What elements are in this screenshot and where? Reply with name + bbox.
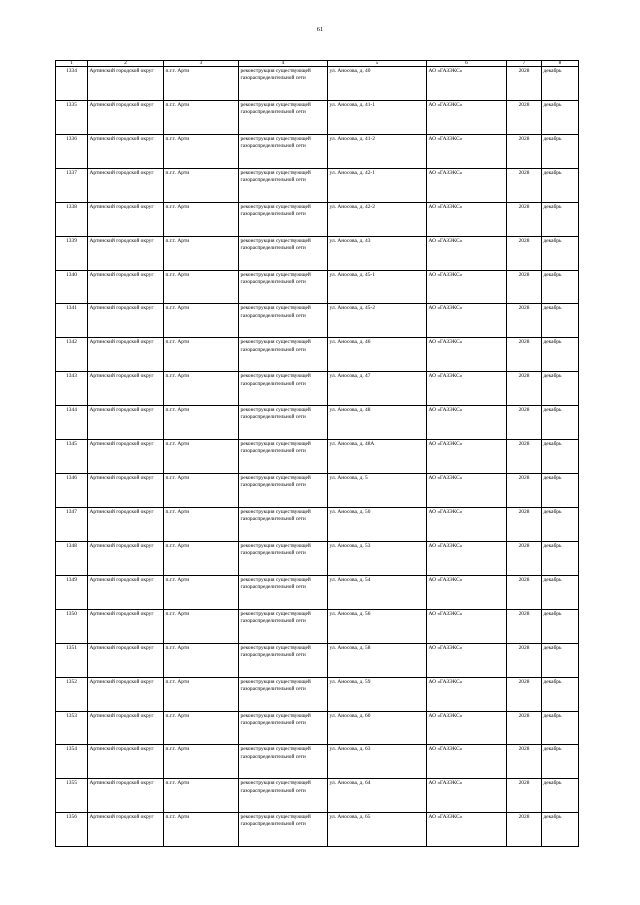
year-cell: 2028 (507, 270, 542, 304)
year-cell: 2028 (507, 134, 542, 168)
row-number-cell: 1342 (56, 338, 88, 372)
locality-cell: п.г.т. Арти (164, 677, 239, 711)
month-cell: декабрь (542, 134, 579, 168)
locality-cell: п.г.т. Арти (164, 372, 239, 406)
organization-cell: АО «ГАЗЭКС» (427, 677, 507, 711)
row-number-cell: 1352 (56, 677, 88, 711)
row-number-cell: 1349 (56, 575, 88, 609)
work-type-cell: реконструкция существующей газораспределительной сети (239, 67, 328, 101)
address-cell: ул. Аносова, д. 65 (328, 813, 427, 847)
organization-cell: АО «ГАЗЭКС» (427, 575, 507, 609)
locality-cell: п.г.т. Арти (164, 507, 239, 541)
address-cell: ул. Аносова, д. 59 (328, 677, 427, 711)
column-number-header: 4 (239, 61, 328, 67)
locality-cell: п.г.т. Арти (164, 745, 239, 779)
year-cell: 2028 (507, 575, 542, 609)
organization-cell: АО «ГАЗЭКС» (427, 507, 507, 541)
work-type-cell: реконструкция существующей газораспределительной сети (239, 541, 328, 575)
column-number-header: 3 (164, 61, 239, 67)
organization-cell: АО «ГАЗЭКС» (427, 474, 507, 508)
address-cell: ул. Аносова, д. 46 (328, 338, 427, 372)
district-cell: Артинский городской округ (88, 168, 164, 202)
locality-cell: п.г.т. Арти (164, 643, 239, 677)
month-cell: декабрь (542, 609, 579, 643)
locality-cell: п.г.т. Арти (164, 609, 239, 643)
address-cell: ул. Аносова, д. 64 (328, 779, 427, 813)
row-number-cell: 1339 (56, 236, 88, 270)
work-type-cell: реконструкция существующей газораспределительной сети (239, 202, 328, 236)
table-row (56, 338, 579, 372)
table-row (56, 643, 579, 677)
district-cell: Артинский городской округ (88, 202, 164, 236)
year-cell: 2028 (507, 236, 542, 270)
district-cell: Артинский городской округ (88, 745, 164, 779)
row-number-cell: 1337 (56, 168, 88, 202)
organization-cell: АО «ГАЗЭКС» (427, 711, 507, 745)
organization-cell: АО «ГАЗЭКС» (427, 100, 507, 134)
locality-cell: п.г.т. Арти (164, 575, 239, 609)
locality-cell: п.г.т. Арти (164, 100, 239, 134)
row-number-cell: 1347 (56, 507, 88, 541)
month-cell: декабрь (542, 575, 579, 609)
column-number-header: 5 (328, 61, 427, 67)
row-number-cell: 1336 (56, 134, 88, 168)
organization-cell: АО «ГАЗЭКС» (427, 779, 507, 813)
locality-cell: п.г.т. Арти (164, 541, 239, 575)
table-row (56, 202, 579, 236)
work-type-cell: реконструкция существующей газораспределительной сети (239, 507, 328, 541)
district-cell: Артинский городской округ (88, 270, 164, 304)
work-type-cell: реконструкция существующей газораспределительной сети (239, 372, 328, 406)
locality-cell: п.г.т. Арти (164, 236, 239, 270)
address-cell: ул. Аносова, д. 43 (328, 236, 427, 270)
address-cell: ул. Аносова, д. 63 (328, 745, 427, 779)
month-cell: декабрь (542, 541, 579, 575)
work-type-cell: реконструкция существующей газораспределительной сети (239, 711, 328, 745)
table-row (56, 711, 579, 745)
address-cell: ул. Аносова, д. 45-1 (328, 270, 427, 304)
row-number-cell: 1353 (56, 711, 88, 745)
row-number-cell: 1335 (56, 100, 88, 134)
district-cell: Артинский городской округ (88, 304, 164, 338)
table-row (56, 575, 579, 609)
organization-cell: АО «ГАЗЭКС» (427, 338, 507, 372)
month-cell: декабрь (542, 813, 579, 847)
district-cell: Артинский городской округ (88, 440, 164, 474)
month-cell: декабрь (542, 440, 579, 474)
row-number-cell: 1344 (56, 406, 88, 440)
locality-cell: п.г.т. Арти (164, 474, 239, 508)
district-cell: Артинский городской округ (88, 406, 164, 440)
district-cell: Артинский городской округ (88, 236, 164, 270)
organization-cell: АО «ГАЗЭКС» (427, 440, 507, 474)
work-type-cell: реконструкция существующей газораспределительной сети (239, 134, 328, 168)
address-cell: ул. Аносова, д. 53 (328, 541, 427, 575)
year-cell: 2028 (507, 372, 542, 406)
year-cell: 2028 (507, 202, 542, 236)
table-row (56, 100, 579, 134)
district-cell: Артинский городской округ (88, 474, 164, 508)
work-type-cell: реконструкция существующей газораспределительной сети (239, 779, 328, 813)
locality-cell: п.г.т. Арти (164, 338, 239, 372)
row-number-cell: 1345 (56, 440, 88, 474)
address-cell: ул. Аносова, д. 48А (328, 440, 427, 474)
work-type-cell: реконструкция существующей газораспределительной сети (239, 100, 328, 134)
locality-cell: п.г.т. Арти (164, 168, 239, 202)
district-cell: Артинский городской округ (88, 338, 164, 372)
month-cell: декабрь (542, 779, 579, 813)
row-number-cell: 1346 (56, 474, 88, 508)
work-type-cell: реконструкция существующей газораспределительной сети (239, 643, 328, 677)
address-cell: ул. Аносова, д. 60 (328, 711, 427, 745)
table-body (56, 67, 579, 847)
table-row (56, 745, 579, 779)
year-cell: 2028 (507, 304, 542, 338)
district-cell: Артинский городской округ (88, 134, 164, 168)
gas-network-table (55, 60, 579, 847)
year-cell: 2028 (507, 711, 542, 745)
work-type-cell: реконструкция существующей газораспределительной сети (239, 236, 328, 270)
year-cell: 2028 (507, 677, 542, 711)
work-type-cell: реконструкция существующей газораспределительной сети (239, 270, 328, 304)
locality-cell: п.г.т. Арти (164, 202, 239, 236)
month-cell: декабрь (542, 168, 579, 202)
locality-cell: п.г.т. Арти (164, 779, 239, 813)
row-number-cell: 1334 (56, 67, 88, 101)
locality-cell: п.г.т. Арти (164, 813, 239, 847)
column-number-header: 8 (542, 61, 579, 67)
organization-cell: АО «ГАЗЭКС» (427, 372, 507, 406)
month-cell: декабрь (542, 270, 579, 304)
address-cell: ул. Аносова, д. 45-2 (328, 304, 427, 338)
year-cell: 2028 (507, 474, 542, 508)
district-cell: Артинский городской округ (88, 711, 164, 745)
organization-cell: АО «ГАЗЭКС» (427, 134, 507, 168)
table-row (56, 541, 579, 575)
year-cell: 2028 (507, 779, 542, 813)
address-cell: ул. Аносова, д. 58 (328, 643, 427, 677)
table-row (56, 304, 579, 338)
organization-cell: АО «ГАЗЭКС» (427, 236, 507, 270)
district-cell: Артинский городской округ (88, 507, 164, 541)
address-cell: ул. Аносова, д. 41-1 (328, 100, 427, 134)
month-cell: декабрь (542, 643, 579, 677)
locality-cell: п.г.т. Арти (164, 270, 239, 304)
locality-cell: п.г.т. Арти (164, 67, 239, 101)
address-cell: ул. Аносова, д. 42-1 (328, 168, 427, 202)
address-cell: ул. Аносова, д. 48 (328, 406, 427, 440)
month-cell: декабрь (542, 236, 579, 270)
district-cell: Артинский городской округ (88, 541, 164, 575)
organization-cell: АО «ГАЗЭКС» (427, 541, 507, 575)
row-number-cell: 1355 (56, 779, 88, 813)
address-cell: ул. Аносова, д. 56 (328, 609, 427, 643)
district-cell: Артинский городской округ (88, 67, 164, 101)
year-cell: 2028 (507, 643, 542, 677)
district-cell: Артинский городской округ (88, 813, 164, 847)
row-number-cell: 1350 (56, 609, 88, 643)
year-cell: 2028 (507, 541, 542, 575)
table-row (56, 440, 579, 474)
month-cell: декабрь (542, 711, 579, 745)
district-cell: Артинский городской округ (88, 677, 164, 711)
address-cell: ул. Аносова, д. 54 (328, 575, 427, 609)
address-cell: ул. Аносова, д. 41-2 (328, 134, 427, 168)
organization-cell: АО «ГАЗЭКС» (427, 270, 507, 304)
table-row (56, 609, 579, 643)
address-cell: ул. Аносова, д. 50 (328, 507, 427, 541)
month-cell: декабрь (542, 202, 579, 236)
locality-cell: п.г.т. Арти (164, 440, 239, 474)
row-number-cell: 1340 (56, 270, 88, 304)
year-cell: 2028 (507, 67, 542, 101)
district-cell: Артинский городской округ (88, 609, 164, 643)
locality-cell: п.г.т. Арти (164, 406, 239, 440)
organization-cell: АО «ГАЗЭКС» (427, 406, 507, 440)
organization-cell: АО «ГАЗЭКС» (427, 67, 507, 101)
month-cell: декабрь (542, 100, 579, 134)
year-cell: 2028 (507, 507, 542, 541)
locality-cell: п.г.т. Арти (164, 711, 239, 745)
year-cell: 2028 (507, 440, 542, 474)
address-cell: ул. Аносова, д. 40 (328, 67, 427, 101)
table-row (56, 372, 579, 406)
month-cell: декабрь (542, 745, 579, 779)
organization-cell: АО «ГАЗЭКС» (427, 643, 507, 677)
column-number-header: 2 (88, 61, 164, 67)
work-type-cell: реконструкция существующей газораспределительной сети (239, 338, 328, 372)
table-row (56, 236, 579, 270)
work-type-cell: реконструкция существующей газораспределительной сети (239, 609, 328, 643)
row-number-cell: 1341 (56, 304, 88, 338)
work-type-cell: реконструкция существующей газораспределительной сети (239, 677, 328, 711)
table-row (56, 813, 579, 847)
row-number-cell: 1356 (56, 813, 88, 847)
table-row (56, 134, 579, 168)
column-number-header: 1 (56, 61, 88, 67)
year-cell: 2028 (507, 813, 542, 847)
work-type-cell: реконструкция существующей газораспределительной сети (239, 304, 328, 338)
row-number-cell: 1351 (56, 643, 88, 677)
row-number-cell: 1338 (56, 202, 88, 236)
page-number: 61 (316, 26, 324, 33)
address-cell: ул. Аносова, д. 47 (328, 372, 427, 406)
year-cell: 2028 (507, 745, 542, 779)
organization-cell: АО «ГАЗЭКС» (427, 202, 507, 236)
column-number-header: 7 (507, 61, 542, 67)
table-row (56, 507, 579, 541)
district-cell: Артинский городской округ (88, 575, 164, 609)
year-cell: 2028 (507, 100, 542, 134)
year-cell: 2028 (507, 338, 542, 372)
work-type-cell: реконструкция существующей газораспределительной сети (239, 813, 328, 847)
row-number-cell: 1348 (56, 541, 88, 575)
month-cell: декабрь (542, 677, 579, 711)
month-cell: декабрь (542, 372, 579, 406)
organization-cell: АО «ГАЗЭКС» (427, 609, 507, 643)
district-cell: Артинский городской округ (88, 100, 164, 134)
month-cell: декабрь (542, 406, 579, 440)
organization-cell: АО «ГАЗЭКС» (427, 813, 507, 847)
organization-cell: АО «ГАЗЭКС» (427, 745, 507, 779)
table-row (56, 406, 579, 440)
year-cell: 2028 (507, 168, 542, 202)
month-cell: декабрь (542, 338, 579, 372)
month-cell: декабрь (542, 304, 579, 338)
table-row (56, 677, 579, 711)
address-cell: ул. Аносова, д. 42-2 (328, 202, 427, 236)
work-type-cell: реконструкция существующей газораспределительной сети (239, 575, 328, 609)
organization-cell: АО «ГАЗЭКС» (427, 168, 507, 202)
table-row (56, 67, 579, 101)
row-number-cell: 1343 (56, 372, 88, 406)
district-cell: Артинский городской округ (88, 643, 164, 677)
locality-cell: п.г.т. Арти (164, 304, 239, 338)
work-type-cell: реконструкция существующей газораспределительной сети (239, 474, 328, 508)
table-row (56, 779, 579, 813)
locality-cell: п.г.т. Арти (164, 134, 239, 168)
row-number-cell: 1354 (56, 745, 88, 779)
work-type-cell: реконструкция существующей газораспределительной сети (239, 440, 328, 474)
table-row (56, 474, 579, 508)
work-type-cell: реконструкция существующей газораспределительной сети (239, 168, 328, 202)
month-cell: декабрь (542, 474, 579, 508)
organization-cell: АО «ГАЗЭКС» (427, 304, 507, 338)
year-cell: 2028 (507, 609, 542, 643)
district-cell: Артинский городской округ (88, 779, 164, 813)
table-row (56, 270, 579, 304)
table-row (56, 168, 579, 202)
work-type-cell: реконструкция существующей газораспределительной сети (239, 406, 328, 440)
work-type-cell: реконструкция существующей газораспределительной сети (239, 745, 328, 779)
month-cell: декабрь (542, 67, 579, 101)
column-number-header: 6 (427, 61, 507, 67)
address-cell: ул. Аносова, д. 5 (328, 474, 427, 508)
month-cell: декабрь (542, 507, 579, 541)
year-cell: 2028 (507, 406, 542, 440)
district-cell: Артинский городской округ (88, 372, 164, 406)
